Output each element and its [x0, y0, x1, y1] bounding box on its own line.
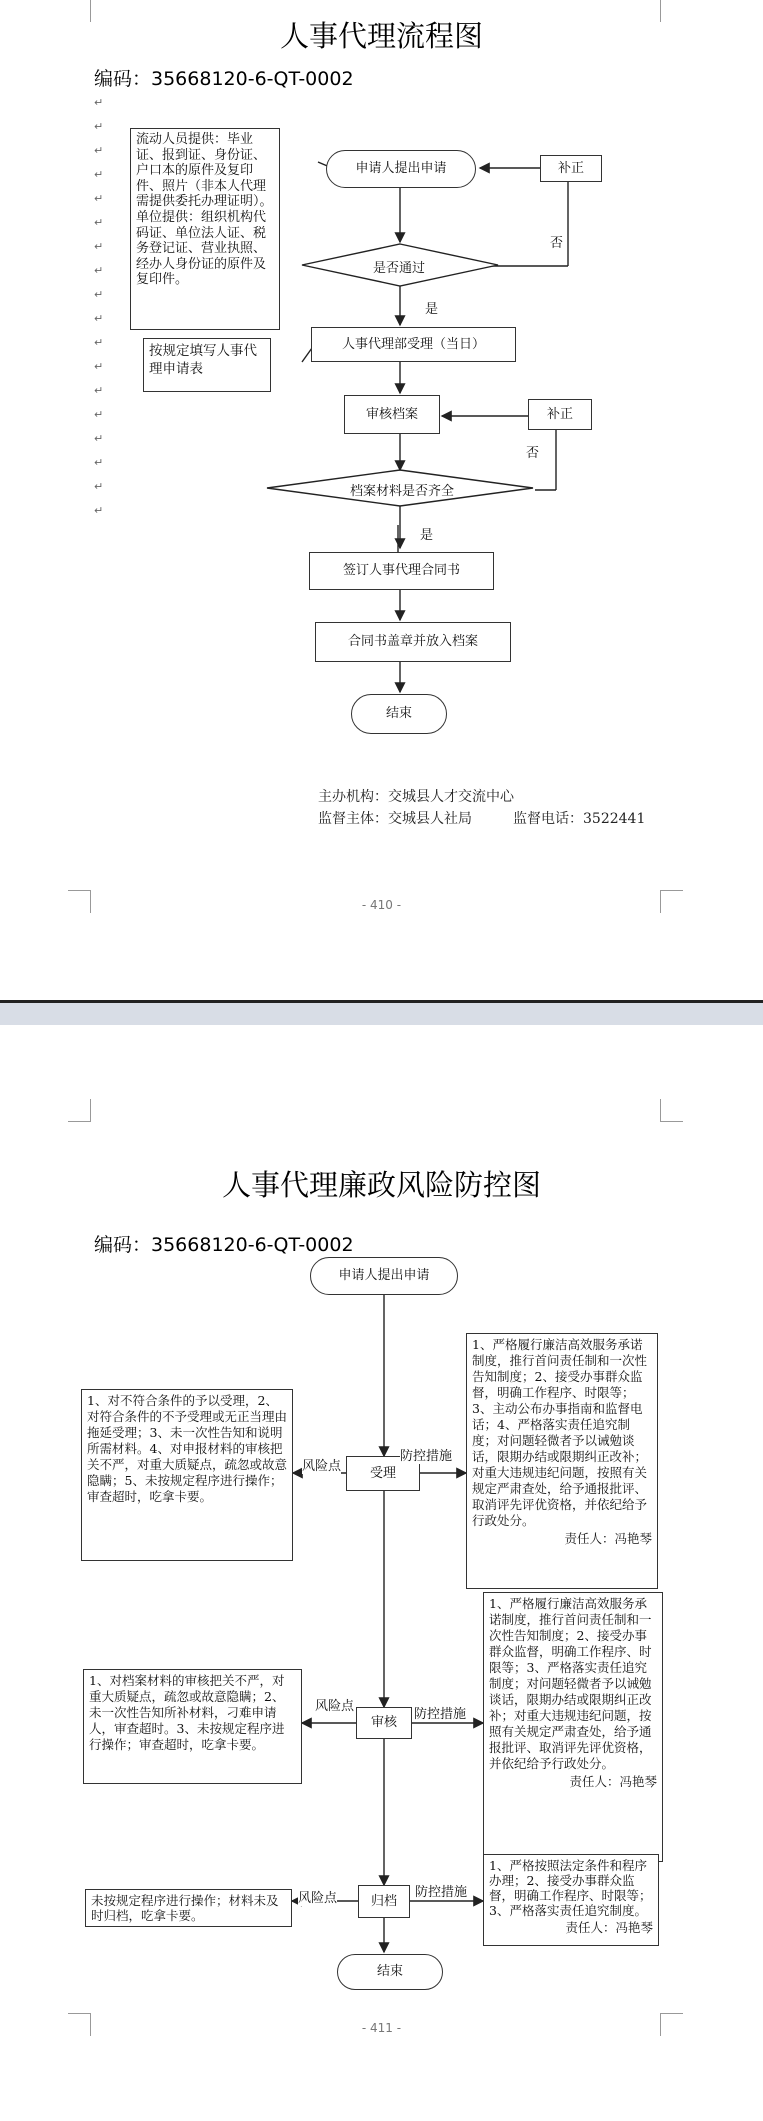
- control-box-review: [483, 1592, 663, 1862]
- control-label-3: 防控措施: [415, 1881, 467, 1900]
- page-title: 人事代理流程图: [279, 19, 483, 53]
- supplement-node-1: 补正: [540, 155, 602, 182]
- materials-note: 流动人员提供：毕业证、报到证、身份证、户口本的原件及复印件、照片（非本人代理需提供委托办理证明）。单位提供：组织机构代码证、单位法人证、税务登记证、营业执照、经办人身份证的原件及复印件。: [130, 128, 280, 330]
- apply-node: 申请人提出申请: [326, 150, 476, 188]
- form-note: 按规定填写人事代理申请表: [143, 338, 271, 392]
- control-box-archive: [483, 1854, 659, 1946]
- supervision-phone: 监督电话：3522441: [513, 811, 646, 827]
- page-number: - 410 -: [361, 898, 402, 912]
- responsible-person-2: 责任人：冯艳琴: [569, 1774, 657, 1789]
- risk-box-archive: 未按规定程序进行操作；材料未及时归档，吃拿卡要。: [85, 1889, 292, 1927]
- accept-node: 受理: [346, 1456, 420, 1491]
- risk-point-label-1: 风险点: [302, 1455, 341, 1474]
- page-separator: [0, 1000, 763, 1025]
- control-text-archive: 1、严格按照法定条件和程序办理；2、接受办事群众监督，明确工作程序、时限等；3、严格落实责任追究制度。: [489, 1858, 652, 1918]
- control-text-review: 1、严格履行廉洁高效服务承诺制度，推行首问责任制和一次性告知制度；2、接受办事群众监督，明确工作程序、时限等；3、严格落实责任追究制度；对问题轻微者予以诫勉谈话，限期办结或限期纠正改补；对重大违规违纪问题，按照有关规定严肃查处，给予通报批评、取消评先评优资格，并依纪给予行政处分。: [489, 1596, 652, 1771]
- supplement-node-2: 补正: [528, 399, 592, 430]
- archive-complete-label: 档案材料是否齐全: [350, 484, 455, 499]
- no-label-1: 否: [550, 236, 564, 251]
- end-node: 结束: [337, 1954, 443, 1990]
- page-410: 人事代理流程图 编码：35668120-6-QT-0002 ↵ ↵ ↵ ↵ ↵ ↵ ↵ ↵ ↵ ↵ ↵ ↵ ↵ ↵ ↵ ↵ ↵ ↵ 流动人员提供：毕业证、报到证、身份证、户口本的原件及复印件、照片（非本人代理需提供委托办理证明）。单位提供：组织机构代码证、单位法人证、税务登记证、营业执照、经办人身份证的原件及复印件。 按规定填写人事代理申请表 申请人提出申请 补正 是否通过 否 是 人事代理部受理（当日） 审核档案 补正 否 档案材料是否齐全 是 签订人事代理合同书 合同书盖章并放入档案 结束 主办机构：交城县人才交流中心 监督主体：交城县人社局 监督电话：3522441 - 410 -: [0, 0, 763, 1000]
- yes-label-2: 是: [420, 528, 434, 543]
- page-number: - 411 -: [361, 2021, 402, 2035]
- page-411: [0, 1025, 763, 2121]
- review-node: 审核: [356, 1707, 412, 1739]
- control-text-accept: 1、严格履行廉洁高效服务承诺制度，推行首问责任制和一次性告知制度；2、接受办事群众监督，明确工作程序、时限等；3、主动公布办事指南和监督电话；4、严格落实责任追究制度；对问题轻微者予以诫勉谈话，限期办结或限期纠正改补；对重大违规违纪问题，按照有关规定严肃查处，给予通报批评、取消评先评优资格，并依纪给予行政处分。: [472, 1337, 648, 1528]
- control-box-accept: [466, 1333, 658, 1589]
- supervisor: 监督主体：交城县人社局: [318, 811, 472, 827]
- end-node: 结束: [351, 694, 447, 734]
- page-title: 人事代理廉政风险防控图: [221, 1168, 541, 1202]
- yes-label-1: 是: [425, 302, 439, 317]
- apply-node: 申请人提出申请: [310, 1257, 458, 1295]
- control-label-1: 防控措施: [400, 1445, 452, 1464]
- seal-archive-node: 合同书盖章并放入档案: [315, 622, 511, 662]
- sign-contract-node: 签订人事代理合同书: [309, 552, 494, 590]
- archive-node: 归档: [358, 1885, 410, 1918]
- risk-point-label-2: 风险点: [315, 1695, 354, 1714]
- document-code: 编码：35668120-6-QT-0002: [94, 68, 354, 90]
- responsible-person-3: 责任人：冯艳琴: [565, 1920, 653, 1935]
- document-code: 编码：35668120-6-QT-0002: [94, 1234, 354, 1256]
- risk-box-review: 1、对档案材料的审核把关不严，对重大质疑点，疏忽或故意隐瞒；2、未一次性告知所补材料，刁难申请人，审查超时。3、未按规定程序进行操作；审查超时，吃拿卡要。: [83, 1669, 302, 1784]
- decision-shape-2: [0, 0, 763, 1000]
- review-archive-node: 审核档案: [344, 395, 440, 434]
- responsible-person-1: 责任人：冯艳琴: [564, 1531, 652, 1546]
- pass-check-label: 是否通过: [373, 261, 426, 276]
- dept-accept-node: 人事代理部受理（当日）: [311, 327, 516, 362]
- no-label-2: 否: [526, 446, 540, 461]
- host-org: 主办机构：交城县人才交流中心: [318, 789, 514, 805]
- risk-box-accept: 1、对不符合条件的予以受理，2、对符合条件的不予受理或无正当理由拖延受理；3、未一次性告知和说明所需材料。4、对申报材料的审核把关不严，对重大质疑点，疏忽或故意隐瞒；5、未按规定程序进行操作；审查超时，吃拿卡要。: [81, 1389, 293, 1561]
- risk-point-label-3: 风险点: [298, 1887, 337, 1906]
- control-label-2: 防控措施: [414, 1703, 466, 1722]
